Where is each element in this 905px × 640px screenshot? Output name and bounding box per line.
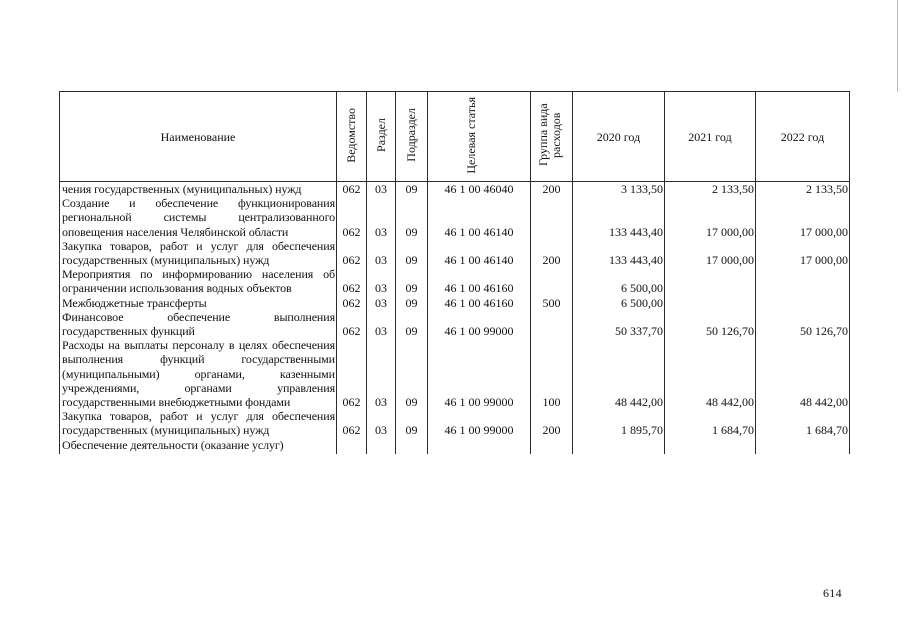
cell-celevaya-statya: 46 1 00 46140: [428, 196, 531, 239]
cell-gruppa-vida-rashodov: 100: [531, 338, 573, 409]
col-header-name: Наименование: [60, 92, 337, 182]
cell-vedomstvo: 062: [337, 310, 367, 338]
budget-table: [59, 91, 850, 454]
cell-2022: 1 684,70: [756, 409, 850, 437]
col-header-2022: 2022 год: [756, 92, 850, 182]
cell-gruppa-vida-rashodov: [531, 267, 573, 295]
cell-podrazdel: 09: [396, 239, 428, 267]
col-header-celevaya-statya: Целевая статья: [428, 92, 531, 182]
cell-2022: 48 442,00: [756, 338, 850, 409]
cell-2020: 133 443,40: [573, 196, 665, 239]
cell-celevaya-statya: 46 1 00 46160: [428, 296, 531, 310]
cell-podrazdel: 09: [396, 338, 428, 409]
cell-razdel: 03: [367, 310, 396, 338]
col-header-gruppa-vida-rashodov: Группа вида расходов: [531, 92, 573, 182]
cell-2021: 1 684,70: [665, 409, 756, 437]
cell-celevaya-statya: 46 1 00 46140: [428, 239, 531, 267]
cell-name: Обеспечение деятельности (оказание услуг): [60, 438, 337, 454]
cell-gruppa-vida-rashodov: [531, 310, 573, 338]
cell-gruppa-vida-rashodov: 200: [531, 182, 573, 197]
col-header-podrazdel: Подраздел: [396, 92, 428, 182]
page-number: 614: [823, 586, 842, 600]
cell-2022: 50 126,70: [756, 310, 850, 338]
cell-podrazdel: 09: [396, 196, 428, 239]
cell-2021: 50 126,70: [665, 310, 756, 338]
cell-razdel: 03: [367, 338, 396, 409]
table-row: [60, 196, 850, 239]
cell-name: Создание и обеспечение функционирования региональной системы централизованного оповещения населения Челябинской области: [60, 196, 337, 239]
table-row: [60, 310, 850, 338]
cell-2021: [665, 438, 756, 454]
cell-2021: 17 000,00: [665, 196, 756, 239]
cell-celevaya-statya: 46 1 00 46040: [428, 182, 531, 197]
cell-name: чения государственных (муниципальных) нужд: [60, 182, 337, 197]
cell-2022: [756, 267, 850, 295]
cell-gruppa-vida-rashodov: [531, 438, 573, 454]
cell-razdel: 03: [367, 267, 396, 295]
cell-2020: 48 442,00: [573, 338, 665, 409]
cell-celevaya-statya: 46 1 00 99000: [428, 338, 531, 409]
cell-vedomstvo: 062: [337, 182, 367, 197]
table-header-row: [60, 92, 850, 182]
cell-2020: [573, 438, 665, 454]
cell-2022: 17 000,00: [756, 239, 850, 267]
cell-2020: 50 337,70: [573, 310, 665, 338]
cell-gruppa-vida-rashodov: 200: [531, 409, 573, 437]
cell-razdel: 03: [367, 409, 396, 437]
cell-2020: 6 500,00: [573, 267, 665, 295]
cell-name: Закупка товаров, работ и услуг для обеспечения государственных (муниципальных) нужд: [60, 409, 337, 437]
cell-celevaya-statya: [428, 438, 531, 454]
cell-celevaya-statya: 46 1 00 99000: [428, 310, 531, 338]
table-row: [60, 182, 850, 197]
cell-podrazdel: [396, 438, 428, 454]
cell-gruppa-vida-rashodov: [531, 196, 573, 239]
cell-2022: [756, 296, 850, 310]
cell-razdel: [367, 438, 396, 454]
cell-2020: 1 895,70: [573, 409, 665, 437]
cell-podrazdel: 09: [396, 409, 428, 437]
cell-2020: 133 443,40: [573, 239, 665, 267]
cell-name: Межбюджетные трансферты: [60, 296, 337, 310]
cell-vedomstvo: 062: [337, 409, 367, 437]
table-row: [60, 296, 850, 310]
cell-name: Расходы на выплаты персоналу в целях обеспечения выполнения функций государственными (муниципальными) органами, казенными учреждениями, органами управления государственными внебюджетными фондами: [60, 338, 337, 409]
col-header-razdel: Раздел: [367, 92, 396, 182]
table-row: [60, 438, 850, 454]
cell-vedomstvo: 062: [337, 267, 367, 295]
cell-vedomstvo: 062: [337, 196, 367, 239]
cell-gruppa-vida-rashodov: 200: [531, 239, 573, 267]
cell-gruppa-vida-rashodov: 500: [531, 296, 573, 310]
cell-2021: [665, 267, 756, 295]
table-row: [60, 239, 850, 267]
cell-2022: 2 133,50: [756, 182, 850, 197]
cell-2020: 3 133,50: [573, 182, 665, 197]
table-row: [60, 267, 850, 295]
table-row: [60, 338, 850, 409]
cell-razdel: 03: [367, 239, 396, 267]
cell-podrazdel: 09: [396, 296, 428, 310]
cell-name: Финансовое обеспечение выполнения государственных функций: [60, 310, 337, 338]
cell-razdel: 03: [367, 296, 396, 310]
table-row: [60, 409, 850, 437]
cell-celevaya-statya: 46 1 00 46160: [428, 267, 531, 295]
cell-podrazdel: 09: [396, 182, 428, 197]
cell-vedomstvo: [337, 438, 367, 454]
cell-2021: 17 000,00: [665, 239, 756, 267]
cell-2022: [756, 438, 850, 454]
cell-2021: [665, 296, 756, 310]
cell-2020: 6 500,00: [573, 296, 665, 310]
cell-vedomstvo: 062: [337, 296, 367, 310]
cell-celevaya-statya: 46 1 00 99000: [428, 409, 531, 437]
cell-podrazdel: 09: [396, 310, 428, 338]
cell-2021: 48 442,00: [665, 338, 756, 409]
col-header-2020: 2020 год: [573, 92, 665, 182]
table-body: [60, 182, 850, 454]
col-header-vedomstvo: Ведомство: [337, 92, 367, 182]
page-edge-rule: [897, 0, 905, 92]
cell-2021: 2 133,50: [665, 182, 756, 197]
cell-razdel: 03: [367, 182, 396, 197]
cell-name: Мероприятия по информированию населения об ограничении использования водных объектов: [60, 267, 337, 295]
cell-razdel: 03: [367, 196, 396, 239]
col-header-2021: 2021 год: [665, 92, 756, 182]
cell-vedomstvo: 062: [337, 338, 367, 409]
cell-vedomstvo: 062: [337, 239, 367, 267]
cell-2022: 17 000,00: [756, 196, 850, 239]
cell-name: Закупка товаров, работ и услуг для обеспечения государственных (муниципальных) нужд: [60, 239, 337, 267]
cell-podrazdel: 09: [396, 267, 428, 295]
